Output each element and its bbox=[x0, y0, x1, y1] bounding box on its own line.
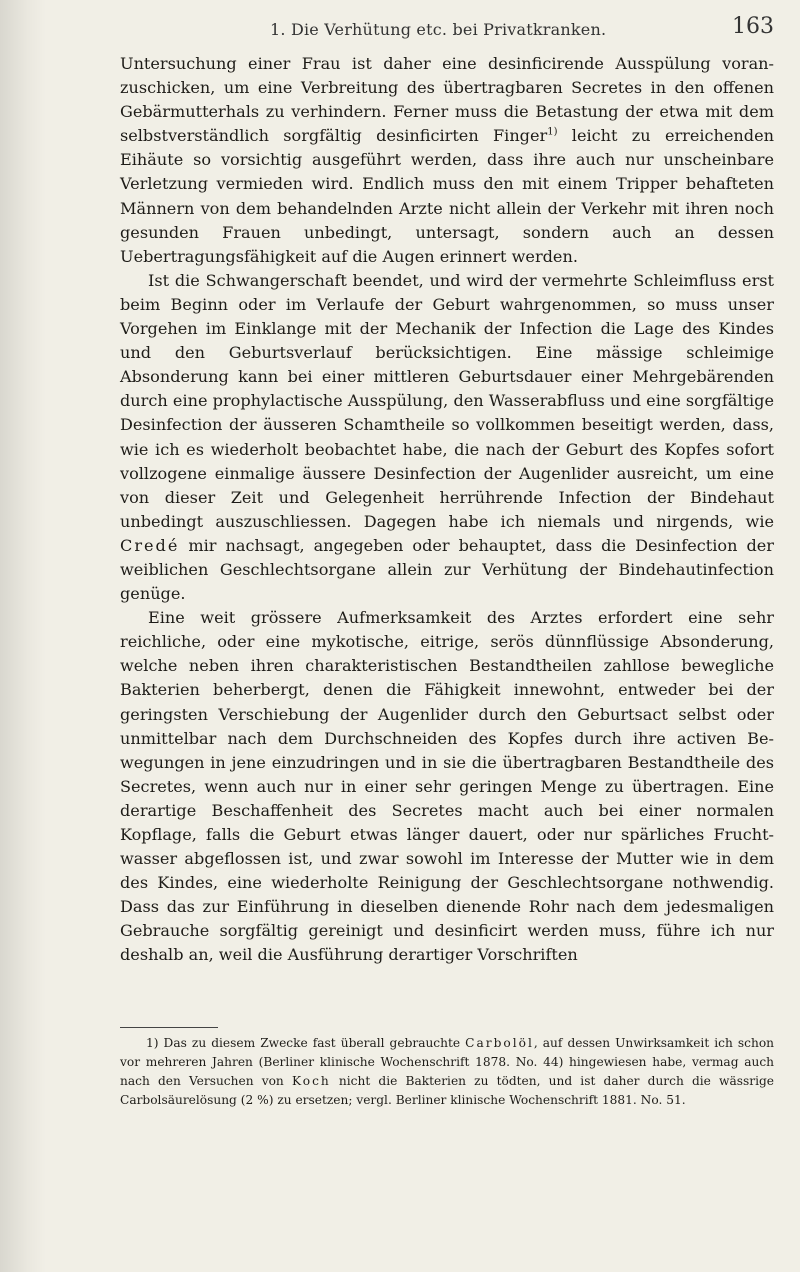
paragraph-1-text-a: Untersuchung einer Frau ist daher eine desinficirende Ausspülung voranzuschicken, um eine Verbreitung des übertragbaren Secretes in den offenen Gebärmutterhals zu verhindern. Ferner muss die Betastung der etwa mit dem selbstverständlich sorgfältig desinficirten Finger bbox=[120, 54, 774, 146]
paragraph-3-text: Eine weit grössere Aufmerksamkeit des Arztes erfordert eine sehr reichliche, oder eine mykotische, eitrige, serös dünnflüssige Absonderung, welche neben ihren charakteristischen Bestandtheilen zahllose bewegliche Bakterien beherbergt, denen die Fähigkeit innewohnt, entweder bei der geringsten Verschiebung der Augenlider durch den Geburtsact selbst oder unmittelbar nach dem Durchschneiden des Kopfes durch ihre activen Bewegungen in jene einzudringen und in sie die übertragbaren Bestandtheile des Secretes, wenn auch nur in einer sehr geringen Menge zu übertragen. Eine derartige Beschaffenheit des Secretes macht auch bei einer normalen Kopflage, falls die Geburt etwas länger dauert, oder nur spärliches Fruchtwasser abgeflossen ist, und zwar sowohl im Interesse der Mutter wie in dem des Kindes, eine wiederholte Reinigung der Geschlechtsorgane nothwendig. Dass das zur Einführung in dieselben dienende Rohr nach dem jedesmaligen Gebrauche sorgfältig gereinigt und desinficirt werden muss, führe ich nur deshalb an, weil die Ausführung derartiger Vorschriften bbox=[120, 608, 774, 965]
running-title: 1. Die Verhütung etc. bei Privatkranken. bbox=[270, 20, 607, 39]
paragraph-1-text-b: leicht zu erreichenden Eihäute so vorsichtig ausgeführt werden, dass ihre auch nur unscheinbare Verletzung vermieden wird. Endlich muss den mit einem Tripper behafteten Männern von dem behandelnden Arzte nicht allein der Verkehr mit ihren noch gesunden Frauen unbedingt, untersagt, sondern auch an dessen Uebertragungsfähigkeit auf die Augen erinnert werden. bbox=[120, 126, 774, 266]
footnote-divider bbox=[120, 1027, 218, 1028]
page-header bbox=[120, 14, 774, 48]
footnote-reference: 1) bbox=[547, 126, 558, 138]
footnote bbox=[120, 1034, 774, 1110]
paragraph-2-text-a: Ist die Schwangerschaft beendet, und wird der vermehrte Schleimfluss erst beim Beginn oder im Verlaufe der Geburt wahrgenommen, so muss unser Vorgehen im Einklange mit der Mechanik der Infection die Lage des Kindes und den Geburtsverlauf berücksichtigen. Eine mässige schleimige Absonderung kann bei einer mittleren Geburtsdauer einer Mehrgebärenden durch eine prophylactische Ausspülung, den Wasserabfluss und eine sorgfältige Desinfection der äusseren Schamtheile so vollkommen beseitigt werden, dass, wie ich es wiederholt beobachtet habe, die nach der Geburt des Kopfes sofort vollzogene einmalige äussere Desinfection der Augenlider ausreicht, um eine von dieser Zeit und Gelegenheit herrührende Infection der Bindehaut unbedingt auszuschliessen. Dagegen habe ich niemals und nirgends, wie bbox=[120, 270, 774, 531]
binding-shadow bbox=[0, 0, 46, 1272]
paragraph-2 bbox=[120, 269, 774, 606]
footnote-text-c: nicht die Bakterien zu tödten, und ist daher durch die wässrige Carbolsäurelösung (2 %) zu ersetzen; vergl. Berliner klinische Wochenschrift 1881. No. 51. bbox=[120, 1074, 774, 1108]
page-number: 163 bbox=[732, 14, 774, 39]
paragraph-1 bbox=[120, 52, 774, 269]
paragraph-2-text-b: mir nachsagt, angegeben oder behauptet, dass die Desinfection der weiblichen Geschlechtsorgane allein zur Verhütung der Bindehautinfection genüge. bbox=[120, 535, 774, 604]
footnote-text-a: 1) Das zu diesem Zwecke fast überall gebrauchte bbox=[146, 1036, 466, 1050]
author-name-crede: Credé bbox=[120, 535, 180, 555]
footnote-author-name: Koch bbox=[291, 1074, 331, 1089]
paragraph-3 bbox=[120, 606, 774, 967]
footnote-text-b: , auf dessen Unwirksamkeit ich schon vor mehreren Jahren (Berliner klinische Wochenschrift 1878. No. 44) hingewiesen habe, vermag auch nach den Versuchen von bbox=[120, 1036, 775, 1089]
footnote-term: Carbolöl bbox=[465, 1036, 534, 1050]
body-text bbox=[120, 52, 774, 968]
